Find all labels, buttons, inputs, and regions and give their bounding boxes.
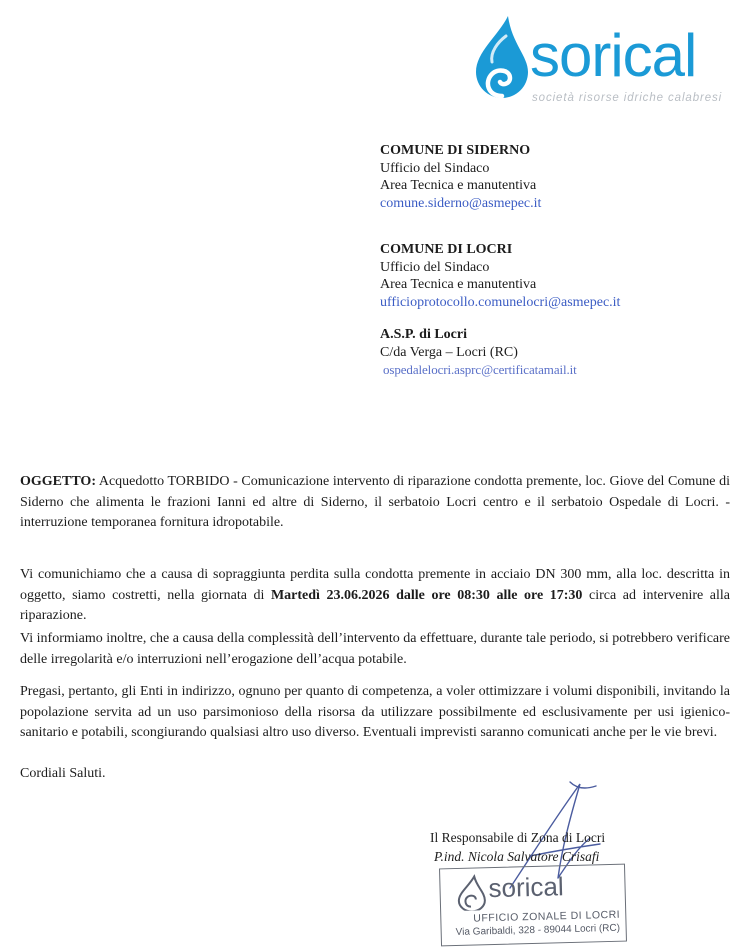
intervention-date: Martedì 23.06.2026 dalle ore 08:30 alle ore 17:30 — [270, 587, 583, 603]
recipient-name: COMUNE DI SIDERNO — [380, 143, 531, 158]
recipient-email[interactable]: ufficioprotocollo.comunelocri@asmepec.it — [380, 294, 621, 310]
recipient-name: COMUNE DI LOCRI — [380, 242, 513, 257]
subject-label: OGGETTO: — [20, 474, 96, 489]
logo-wordmark: sorical — [530, 22, 697, 89]
recipient-siderno — [380, 142, 720, 212]
paragraph-text: circa ad intervenire alla riparazione. — [20, 587, 730, 623]
water-drop-icon — [468, 12, 538, 108]
recipient-line: Ufficio del Sindaco — [380, 259, 490, 275]
stamp-office-line: UFFICIO ZONALE DI LOCRI — [473, 908, 621, 925]
body-paragraph-3: Pregasi, pertanto, gli Enti in indirizzo, ognuno per quanto di competenza, a voler ottimizzare i volumi disponibili, invitando la popolazione servita ad un uso parsimonioso della risorsa da utilizzare possibilmente ed esclusivamente per usi igienico-sanitario e potabili, scongiurando qualsiasi altro uso diverso. Eventuali imprevisti saranno comunicati anche per le vie brevi. — [20, 684, 730, 740]
logo-tagline: società risorse idriche calabresi — [532, 92, 723, 104]
recipient-locri — [380, 241, 720, 311]
recipient-asp-locri — [380, 326, 720, 379]
recipient-name: A.S.P. di Locri — [380, 327, 467, 342]
recipient-line: Area Tecnica e manutentiva — [380, 277, 537, 292]
body-paragraph-2: Vi informiamo inoltre, che a causa della complessità dell’intervento da effettuare, durante tale periodo, si potrebbero verificare delle irregolarità e/o interruzioni nell’erogazione dell’acqua potabile. — [20, 631, 730, 667]
signer-name: P.ind. Nicola Salvatore Crisafi — [434, 849, 600, 864]
recipient-line: Ufficio del Sindaco — [380, 160, 490, 176]
recipient-email[interactable]: comune.siderno@asmepec.it — [380, 195, 542, 211]
body-paragraph-1 — [20, 565, 730, 627]
subject-paragraph — [20, 472, 730, 534]
recipient-line: C/da Verga – Locri (RC) — [380, 344, 518, 360]
office-stamp — [439, 864, 627, 947]
recipient-email[interactable]: ospedalelocri.asprc@certificatamail.it — [383, 362, 577, 377]
paragraph-text: Vi comunichiamo che a causa di sopraggiunta perdita sulla condotta premente in acciaio DN 300 mm, alla loc. descritta in oggetto, siamo costretti, nella giornata di — [20, 567, 730, 603]
sorical-logo — [468, 12, 740, 108]
stamp-drop-icon — [454, 874, 489, 911]
recipient-line: Area Tecnica e manutentiva — [380, 178, 537, 193]
closing-greeting: Cordiali Saluti. — [20, 766, 106, 781]
stamp-address-line: Via Garibaldi, 328 - 89044 Locri (RC) — [455, 922, 621, 939]
stamp-wordmark: sorical — [488, 871, 565, 904]
signer-role: Il Responsabile di Zona di Locri — [430, 830, 606, 845]
subject-text: Acquedotto TORBIDO - Comunicazione intervento di riparazione condotta premente, loc. Giove del Comune di Siderno che alimenta le frazioni Ianni ed altre di Siderno, il serbatoio Locri centro e il serbatoio Ospedale di Locri. - interruzione temporanea fornitura idropotabile. — [20, 474, 730, 530]
signature-block — [430, 828, 740, 866]
